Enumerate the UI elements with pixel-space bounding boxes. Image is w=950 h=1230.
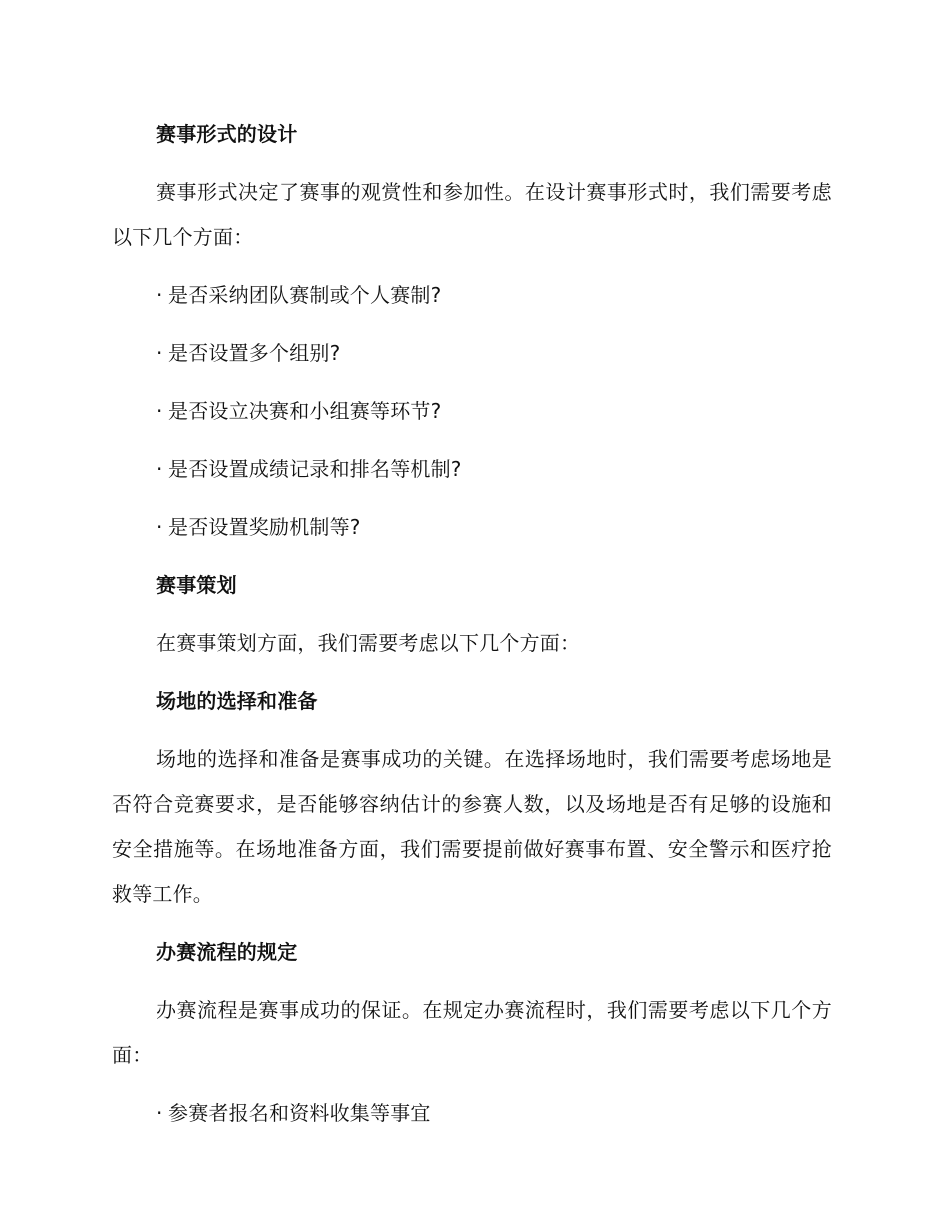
bullet-item xyxy=(112,505,832,550)
bullet-mark: · xyxy=(156,341,163,365)
bullet-item xyxy=(112,331,832,376)
section-heading-venue: 场地的选择和准备 xyxy=(156,689,318,713)
bullet-item xyxy=(112,273,832,318)
bullet-text: 是否设置成绩记录和排名等机制? xyxy=(168,457,462,481)
bullet-item xyxy=(112,447,832,492)
document-body xyxy=(112,112,832,1149)
bullet-text: 是否设置奖励机制等? xyxy=(168,515,361,539)
section-paragraph-format-design: 赛事形式决定了赛事的观赏性和参加性。在设计赛事形式时，我们需要考虑以下几个方面： xyxy=(112,180,832,249)
bullet-item xyxy=(112,1091,832,1136)
section-paragraph-process: 办赛流程是赛事成功的保证。在规定办赛流程时，我们需要考虑以下几个方面： xyxy=(112,998,832,1067)
section-paragraph-venue: 场地的选择和准备是赛事成功的关键。在选择场地时，我们需要考虑场地是否符合竞赛要求，是否能够容纳估计的参赛人数，以及场地是否有足够的设施和安全措施等。在场地准备方面，我们需要提前做好赛事布置、安全警示和医疗抢救等工作。 xyxy=(112,747,832,906)
bullet-mark: · xyxy=(156,283,163,307)
section-heading-format-design: 赛事形式的设计 xyxy=(156,122,298,146)
bullet-item xyxy=(112,389,832,434)
bullet-mark: · xyxy=(156,399,163,423)
section-heading-event-planning: 赛事策划 xyxy=(156,573,237,597)
bullet-mark: · xyxy=(156,515,163,539)
bullet-text: 是否采纳团队赛制或个人赛制? xyxy=(168,283,442,307)
bullet-mark: · xyxy=(156,457,163,481)
section-heading-process: 办赛流程的规定 xyxy=(156,940,298,964)
bullet-mark: · xyxy=(156,1101,163,1125)
section-paragraph-event-planning: 在赛事策划方面，我们需要考虑以下几个方面： xyxy=(156,631,581,655)
bullet-text: 是否设立决赛和小组赛等环节? xyxy=(168,399,442,423)
bullet-text: 是否设置多个组别? xyxy=(168,341,341,365)
bullet-text: 参赛者报名和资料收集等事宜 xyxy=(168,1101,431,1125)
